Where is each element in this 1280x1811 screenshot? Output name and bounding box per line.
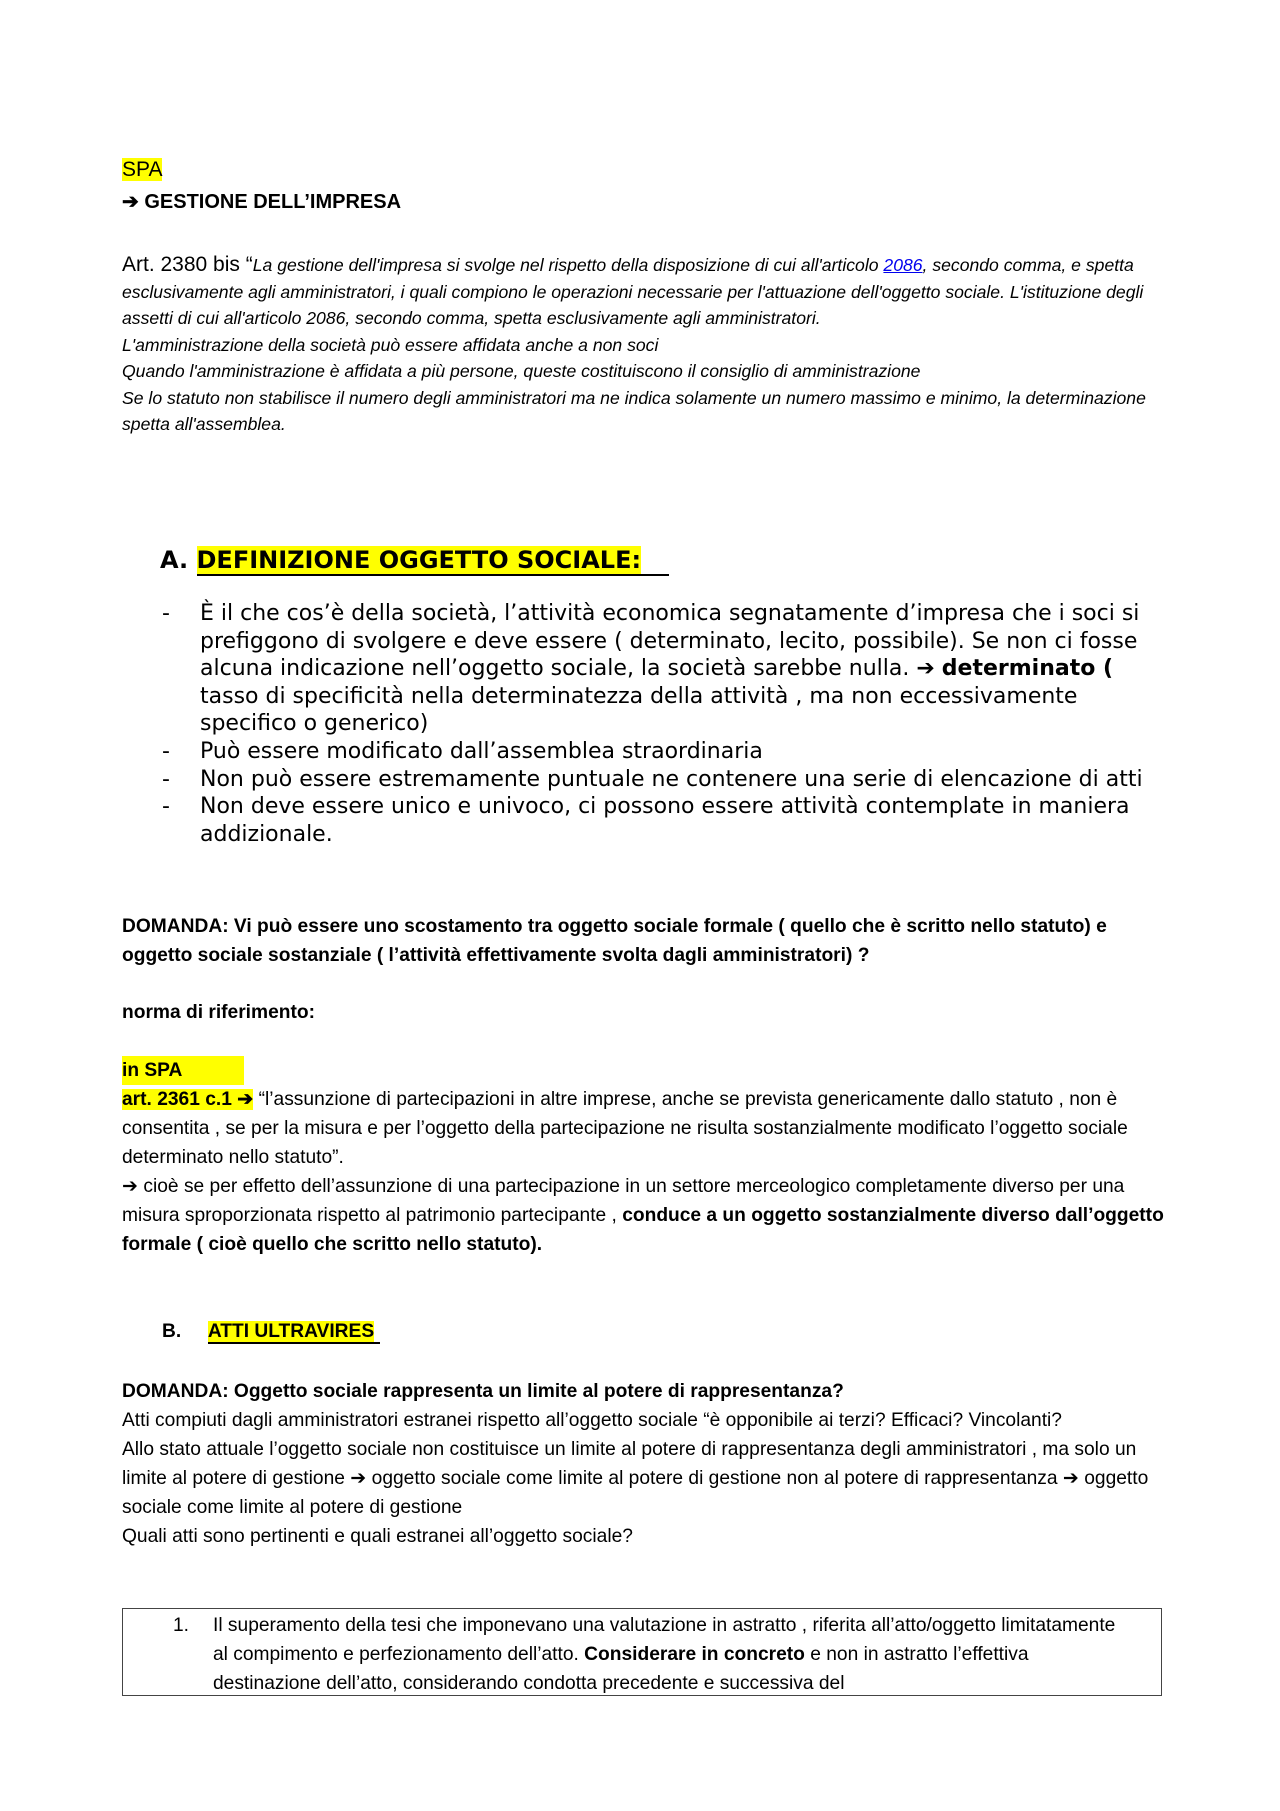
doc-title: SPA [122,158,163,181]
section-a-list [160,600,1170,848]
article-p2: L'amministrazione della società può essere affidata anche a non soci [122,334,659,355]
section-b-heading: B. ATTI ULTRAVIRES [162,1318,380,1346]
article-p3: Quando l'amministrazione è affidata a più persone, queste costituiscono il consiglio di amministrazione [122,361,921,381]
list-item: - Non deve essere unico e univoco, ci possono essere attività contemplate in maniera addizionale. [160,793,1170,848]
article-link-2086[interactable]: 2086 [883,255,923,275]
list-item: 1. Il superamento della tesi che imponevano una valutazione in astratto , riferita all’atto/oggetto limitatamente al compimento e perfezionamento dell’atto. Considerare in concreto e non in astratto l’effettiva destinazione dell’atto, considerando condotta precedente e successiva del [173,1615,1116,1694]
bordered-box [122,1608,1162,1696]
art-2361-ref: art. 2361 c.1 ➔ [122,1089,254,1110]
in-spa-label: in SPA [122,1056,244,1085]
article-p4: Se lo statuto non stabilisce il numero degli amministratori ma ne indica solamente un numero massimo e minimo, la determinazione spetta all'assemblea. [122,387,1146,434]
art-2361-block: art. 2361 c.1 ➔ “l’assunzione di partecipazioni in altre imprese, anche se prevista genericamente dallo statuto , non è consentita , se per la misura e per l’oggetto della partecipazione ne risulta sostanzialmente modificato l’oggetto sociale determinato nello statuto”. ➔ cioè se per effetto dell’assunzione di una partecipazione in un settore merceologico completamente diverso per una misura sproporzionata rispetto al patrimonio partecipante , conduce a un oggetto sostanzialmente diverso dall’oggetto formale ( cioè quello che scritto nello statuto). [122,1089,1164,1255]
question-2-title: DOMANDA: Oggetto sociale rappresenta un limite al potere di rappresentanza? [122,1381,844,1402]
norma-label: norma di riferimento: [122,1002,315,1023]
article-lead: Art. 2380 bis “ [122,253,253,276]
list-item: - Può essere modificato dall’assemblea straordinaria [160,738,1170,766]
arrow-icon: ➔ [122,191,139,213]
section-a-heading: A. DEFINIZIONE OGGETTO SOCIALE: [160,545,669,575]
list-item: - Non può essere estremamente puntuale ne contenere una serie di elencazione di atti [160,766,1170,794]
article-2380-bis: Art. 2380 bis “La gestione dell'impresa si svolge nel rispetto della disposizione di cui all'articolo 2086, secondo comma, e spetta esclusivamente agli amministratori, i quali compiono le operazioni necessarie per l'attuazione dell'oggetto sociale. L'istituzione degli assetti di cui all'articolo 2086, secondo comma, spetta esclusivamente agli amministratori. L'amministrazione della società può essere affidata anche a non soci Quando l'amministrazione è affidata a più persone, queste costituiscono il consiglio di amministrazione Se lo statuto non stabilisce il numero degli amministratori ma ne indica solamente un numero massimo e minimo, la determinazione spetta all'assemblea. [122,252,1172,438]
question-2: DOMANDA: Oggetto sociale rappresenta un limite al potere di rappresentanza? Atti compiuti dagli amministratori estranei rispetto all’oggetto sociale “è opponibile ai terzi? Efficaci? Vincolanti? Allo stato attuale l’oggetto sociale non costituisce un limite al potere di rappresentanza degli amministratori , ma solo un limite al potere di gestione ➔ oggetto sociale come limite al potere di gestione non al potere di rappresentanza ➔ oggetto sociale come limite al potere di gestione Quali atti sono pertinenti e quali estranei all’oggetto sociale? [122,1377,1182,1551]
doc-subtitle: ➔ GESTIONE DELL’IMPRESA [122,191,402,213]
list-item: - È il che cos’è della società, l’attività economica segnatamente d’impresa che i soci si prefiggono di svolgere e deve essere ( determinato, lecito, possibile). Se non ci fosse alcuna indicazione nell’oggetto sociale, la società sarebbe nulla. ➔ determinato ( tasso di specificità nella determinatezza della attività , ma non eccessivamente specifico o generico) [160,600,1170,738]
question-1: DOMANDA: Vi può essere uno scostamento tra oggetto sociale formale ( quello che è scritto nello statuto) e oggetto sociale sostanziale ( l’attività effettivamente svolta dagli amministratori) ? [122,916,1107,966]
